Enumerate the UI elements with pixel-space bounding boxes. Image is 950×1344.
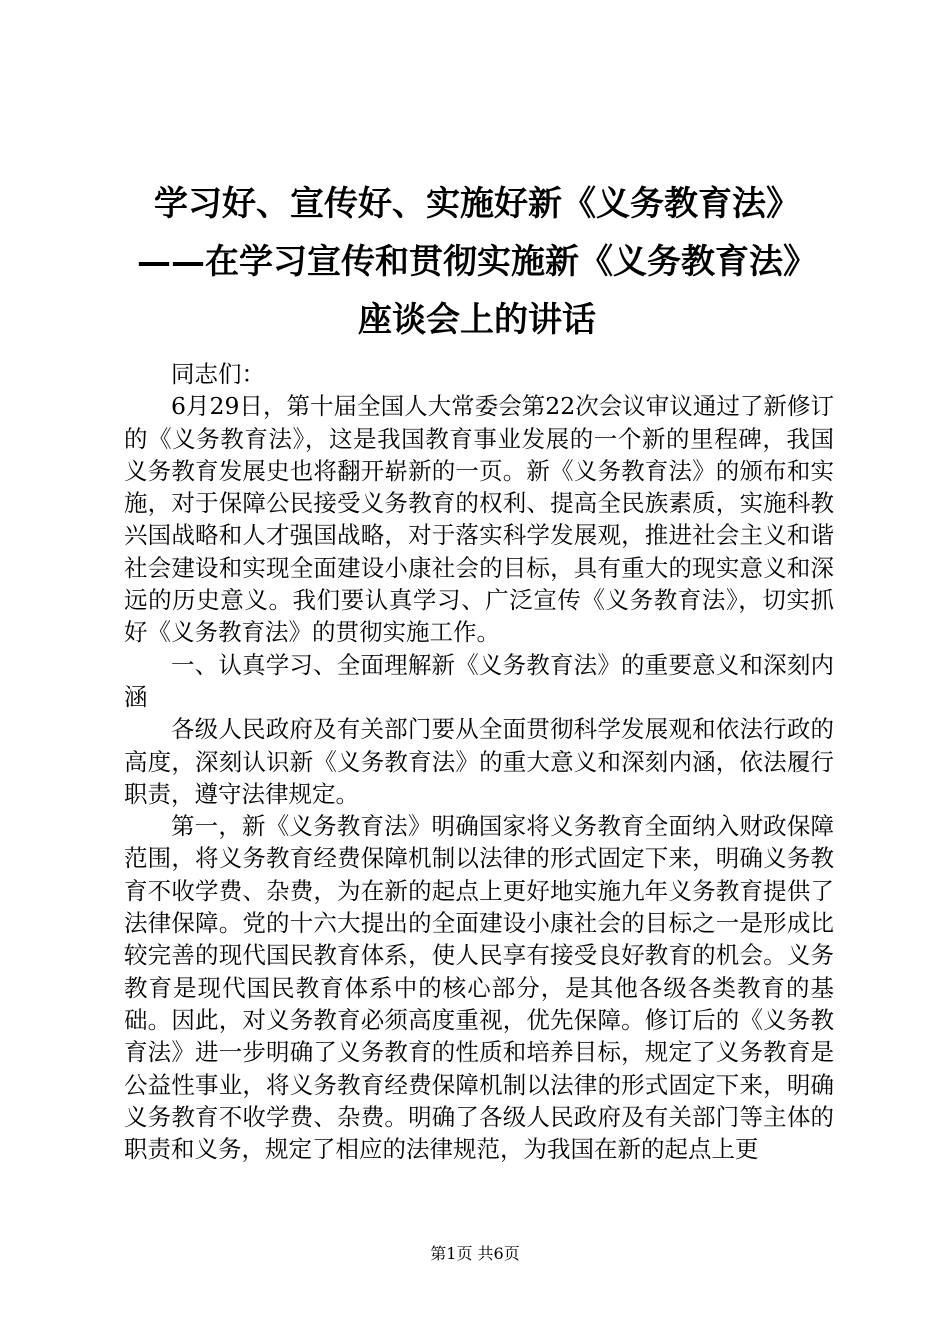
- document-title: 学习好、宣传好、实施好新《义务教育法》——在学习宣传和贯彻实施新《义务教育法》座谈会上的讲话: [137, 184, 817, 340]
- page-footer: [0, 1244, 950, 1264]
- paragraph-section-one: 各级人民政府及有关部门要从全面贯彻科学发展观和依法行政的高度，深刻认识新《义务教育法》的重大意义和深刻内涵，依法履行职责，遵守法律规定。: [124, 715, 834, 808]
- paragraph-intro: 6月29日，第十届全国人大常委会第22次会议审议通过了新修订的《义务教育法》，这是我国教育事业发展的一个新的里程碑，我国义务教育发展史也将翻开崭新的一页。新《义务教育法》的颁布和实施，对于保障公民接受义务教育的权利、提高全民族素质，实施科教兴国战略和人才强国战略，对于落实科学发展观，推进社会主义和谐社会建设和实现全面建设小康社会的目标，具有重大的现实意义和深远的历史意义。我们要认真学习、广泛宣传《义务教育法》，切实抓好《义务教育法》的贯彻实施工作。: [124, 392, 834, 647]
- salutation: 同志们：: [171, 360, 265, 388]
- paragraph-first-point: 第一，新《义务教育法》明确国家将义务教育全面纳入财政保障范围，将义务教育经费保障机制以法律的形式固定下来，明确义务教育不收学费、杂费，为在新的起点上更好地实施九年义务教育提供了法律保障。党的十六大提出的全面建设小康社会的目标之一是形成比较完善的现代国民教育体系，使人民享有接受良好教育的机会。义务教育是现代国民教育体系中的核心部分，是其他各级各类教育的基础。因此，对义务教育必须高度重视，优先保障。修订后的《义务教育法》进一步明确了义务教育的性质和培养目标，规定了义务教育是公益性事业，将义务教育经费保障机制以法律的形式固定下来，明确义务教育不收学费、杂费。明确了各级人民政府及有关部门等主体的职责和义务，规定了相应的法律规范，为我国在新的起点上更: [124, 812, 834, 1164]
- page-number: 第1页 共6页: [430, 1244, 520, 1263]
- document-body: [124, 358, 834, 1165]
- section-heading-one: 一、认真学习、全面理解新《义务教育法》的重要意义和深刻内涵: [124, 650, 834, 711]
